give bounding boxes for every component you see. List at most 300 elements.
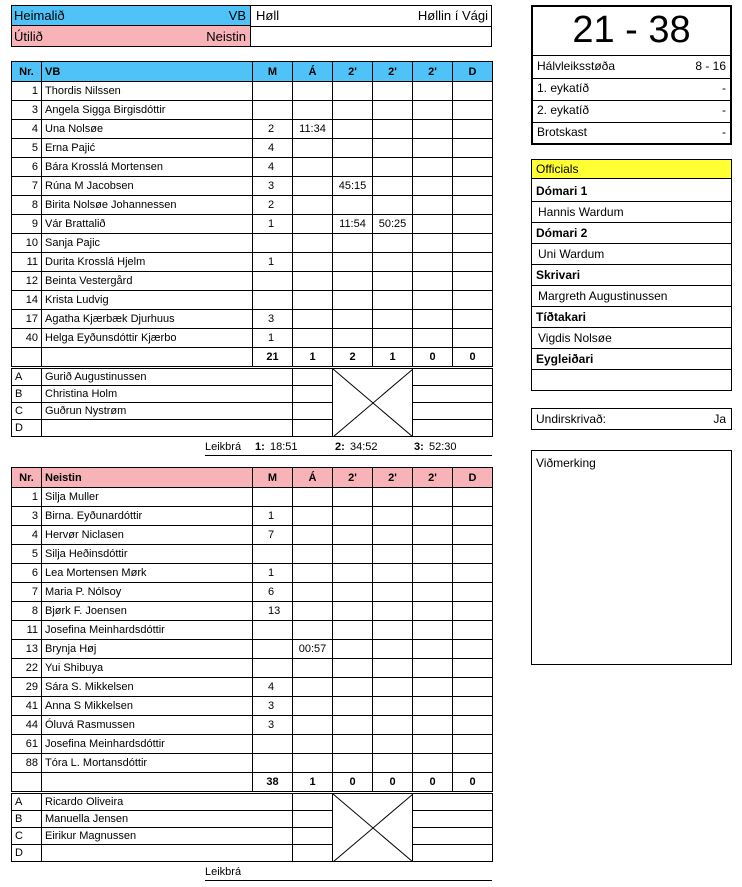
table-row <box>12 564 493 583</box>
player-s3 <box>413 196 453 215</box>
team-official-letter: B <box>12 811 42 828</box>
official-name: Margreth Augustinussen <box>538 289 668 303</box>
player-m: 1 <box>253 507 293 526</box>
player-s3 <box>413 564 453 583</box>
team-official-name: Manuella Jensen <box>42 811 293 828</box>
venue-label: Høll <box>256 8 280 23</box>
player-s2 <box>373 82 413 101</box>
timeout-t2-label: 2: <box>335 441 345 453</box>
remarks-box <box>531 450 732 665</box>
player-a <box>293 196 333 215</box>
player-a <box>293 82 333 101</box>
player-number: 1 <box>12 488 42 507</box>
player-a <box>293 735 333 754</box>
player-d <box>453 139 493 158</box>
player-name: Josefina Meinhardsdóttir <box>42 735 253 754</box>
player-s1 <box>333 621 373 640</box>
player-number: 41 <box>12 697 42 716</box>
player-number: 11 <box>12 253 42 272</box>
score-divider <box>533 55 730 56</box>
player-s3 <box>413 120 453 139</box>
player-m: 1 <box>253 253 293 272</box>
home-team: VB <box>228 8 246 23</box>
official-name: Uni Wardum <box>538 247 605 261</box>
player-a: 00:57 <box>293 640 333 659</box>
player-s3 <box>413 678 453 697</box>
team-official-row <box>12 828 493 845</box>
team-official-row <box>12 794 493 811</box>
score-row-divider <box>533 122 730 123</box>
player-s2 <box>373 139 413 158</box>
player-s3 <box>413 545 453 564</box>
player-s3 <box>413 177 453 196</box>
player-name: Bjørk F. Joensen <box>42 602 253 621</box>
player-m <box>253 82 293 101</box>
team-official-name: Eirikur Magnussen <box>42 828 293 845</box>
player-number: 17 <box>12 310 42 329</box>
table-row <box>12 253 493 272</box>
player-number: 44 <box>12 716 42 735</box>
timeout-t2: 34:52 <box>350 441 378 453</box>
player-name: Beinta Vestergård <box>42 272 253 291</box>
official-divider <box>532 348 731 349</box>
score-row-value: - <box>722 125 726 139</box>
player-s3 <box>413 310 453 329</box>
venue-name: Høllin í Vági <box>417 8 488 23</box>
team-official-cell <box>293 403 333 420</box>
player-s3 <box>413 215 453 234</box>
total-m: 21 <box>253 348 293 367</box>
player-a: 11:34 <box>293 120 333 139</box>
table-row <box>12 545 493 564</box>
player-name: Sára S. Mikkelsen <box>42 678 253 697</box>
player-s2 <box>373 101 413 120</box>
table-row <box>12 120 493 139</box>
signature-value: Ja <box>713 412 726 426</box>
player-s3 <box>413 234 453 253</box>
player-a <box>293 291 333 310</box>
table-row <box>12 678 493 697</box>
player-m <box>253 488 293 507</box>
score-row-label: 1. eykatíð <box>537 81 590 95</box>
timeout-t1: 18:51 <box>270 441 298 453</box>
team-official-letter: C <box>12 828 42 845</box>
player-m: 3 <box>253 697 293 716</box>
player-d <box>453 196 493 215</box>
player-s3 <box>413 697 453 716</box>
player-s2 <box>373 234 413 253</box>
player-d <box>453 291 493 310</box>
score-row-divider <box>533 78 730 79</box>
player-m: 13 <box>253 602 293 621</box>
player-s1 <box>333 158 373 177</box>
col-header-4: 2' <box>373 62 413 82</box>
player-number: 7 <box>12 177 42 196</box>
team-official-cell <box>293 811 333 828</box>
player-m <box>253 659 293 678</box>
player-number: 4 <box>12 526 42 545</box>
player-name: Silja Heðinsdóttir <box>42 545 253 564</box>
score-row-divider <box>533 100 730 101</box>
player-name: Helga Eyðunsdóttir Kjærbo <box>42 329 253 348</box>
table-row <box>12 101 493 120</box>
team-official-cell <box>413 845 493 862</box>
player-s2 <box>373 659 413 678</box>
player-a <box>293 101 333 120</box>
crossed-box <box>333 369 413 437</box>
remarks-label: Viðmerking <box>536 456 596 470</box>
player-s1 <box>333 659 373 678</box>
team-official-name: Gurið Augustinussen <box>42 369 293 386</box>
player-number: 7 <box>12 583 42 602</box>
venue-divider <box>251 26 492 27</box>
player-s2 <box>373 120 413 139</box>
player-a <box>293 177 333 196</box>
official-role: Dómari 1 <box>536 184 588 198</box>
player-d <box>453 215 493 234</box>
player-d <box>453 545 493 564</box>
player-number: 40 <box>12 329 42 348</box>
team-official-name: Ricardo Oliveira <box>42 794 293 811</box>
team2-player-table <box>11 467 493 792</box>
player-s3 <box>413 583 453 602</box>
player-s2 <box>373 545 413 564</box>
player-d <box>453 735 493 754</box>
player-number: 88 <box>12 754 42 773</box>
player-m: 3 <box>253 177 293 196</box>
player-s3 <box>413 272 453 291</box>
score-row-value: 8 - 16 <box>695 59 726 73</box>
total-s2: 0 <box>373 773 413 792</box>
player-a <box>293 253 333 272</box>
player-s1 <box>333 329 373 348</box>
player-m <box>253 640 293 659</box>
player-s1 <box>333 310 373 329</box>
col-team-name: Neistin <box>42 468 253 488</box>
team-official-cell <box>413 403 493 420</box>
col-header-5: 2' <box>413 468 453 488</box>
player-number: 29 <box>12 678 42 697</box>
player-d <box>453 488 493 507</box>
player-d <box>453 678 493 697</box>
player-a <box>293 526 333 545</box>
player-s2 <box>373 640 413 659</box>
col-header-5: 2' <box>413 62 453 82</box>
player-a <box>293 754 333 773</box>
player-s1 <box>333 545 373 564</box>
player-a <box>293 310 333 329</box>
player-s1 <box>333 234 373 253</box>
player-d <box>453 177 493 196</box>
player-number: 61 <box>12 735 42 754</box>
player-a <box>293 602 333 621</box>
team-official-name: Guðrun Nystrøm <box>42 403 293 420</box>
player-s3 <box>413 659 453 678</box>
player-a <box>293 139 333 158</box>
player-m <box>253 754 293 773</box>
player-a <box>293 329 333 348</box>
player-a <box>293 488 333 507</box>
player-m: 1 <box>253 564 293 583</box>
team-official-letter: C <box>12 403 42 420</box>
player-name: Tóra L. Mortansdóttir <box>42 754 253 773</box>
player-name: Maria P. Nólsoy <box>42 583 253 602</box>
player-d <box>453 329 493 348</box>
player-s1 <box>333 139 373 158</box>
crossed-box <box>333 794 413 862</box>
official-divider <box>532 264 731 265</box>
player-number: 5 <box>12 139 42 158</box>
player-name: Lea Mortensen Mørk <box>42 564 253 583</box>
team-official-cell <box>293 420 333 437</box>
player-s2 <box>373 310 413 329</box>
official-role: Tíðtakari <box>536 310 587 324</box>
team-official-row <box>12 845 493 862</box>
player-s2 <box>373 735 413 754</box>
totals-row <box>12 773 493 792</box>
player-s1 <box>333 120 373 139</box>
team2-officials-table <box>11 793 493 862</box>
col-header-1: M <box>253 62 293 82</box>
table-row <box>12 507 493 526</box>
player-number: 11 <box>12 621 42 640</box>
player-s1 <box>333 101 373 120</box>
player-s2 <box>373 253 413 272</box>
player-m <box>253 735 293 754</box>
player-s1 <box>333 564 373 583</box>
team-official-row <box>12 811 493 828</box>
official-divider <box>532 306 731 307</box>
player-m: 1 <box>253 329 293 348</box>
player-a <box>293 272 333 291</box>
player-s1: 11:54 <box>333 215 373 234</box>
official-divider <box>532 201 731 202</box>
player-d <box>453 526 493 545</box>
team-official-cell <box>293 828 333 845</box>
player-a <box>293 545 333 564</box>
table-row <box>12 196 493 215</box>
player-s3 <box>413 329 453 348</box>
player-number: 8 <box>12 602 42 621</box>
player-d <box>453 234 493 253</box>
score-row-label: Brotskast <box>537 125 588 139</box>
timeouts-label: Leikbrá <box>205 441 242 453</box>
player-s1 <box>333 640 373 659</box>
player-s2 <box>373 526 413 545</box>
player-name: Birna. Eyðunardóttir <box>42 507 253 526</box>
player-a <box>293 564 333 583</box>
player-s1 <box>333 735 373 754</box>
table-row <box>12 488 493 507</box>
player-s1 <box>333 272 373 291</box>
player-s2 <box>373 602 413 621</box>
player-s1 <box>333 583 373 602</box>
table-row <box>12 735 493 754</box>
score-row-label: Hálvleiksstøða <box>537 59 616 73</box>
table-row <box>12 697 493 716</box>
player-a <box>293 234 333 253</box>
player-number: 12 <box>12 272 42 291</box>
player-s3 <box>413 82 453 101</box>
away-team: Neistin <box>206 29 246 44</box>
col-header-2: Á <box>293 62 333 82</box>
team-official-cell <box>413 369 493 386</box>
team-official-letter: B <box>12 386 42 403</box>
player-s3 <box>413 507 453 526</box>
player-number: 3 <box>12 101 42 120</box>
player-m <box>253 291 293 310</box>
player-name: Anna S Mikkelsen <box>42 697 253 716</box>
official-divider <box>532 285 731 286</box>
player-d <box>453 697 493 716</box>
player-s1 <box>333 716 373 735</box>
official-divider <box>532 327 731 328</box>
table-row <box>12 158 493 177</box>
table-row <box>12 272 493 291</box>
player-s3 <box>413 291 453 310</box>
table-row <box>12 640 493 659</box>
total-a: 1 <box>293 348 333 367</box>
col-nr: Nr. <box>12 62 42 82</box>
player-d <box>453 583 493 602</box>
player-m: 4 <box>253 678 293 697</box>
team-official-name <box>42 845 293 862</box>
player-d <box>453 754 493 773</box>
player-number: 10 <box>12 234 42 253</box>
player-m: 4 <box>253 158 293 177</box>
official-divider <box>532 369 731 370</box>
cross-mark-icon <box>333 369 413 437</box>
table-row <box>12 716 493 735</box>
table-header-row <box>12 468 493 488</box>
player-number: 6 <box>12 564 42 583</box>
table-row <box>12 82 493 101</box>
player-m <box>253 234 293 253</box>
player-s1 <box>333 507 373 526</box>
player-number: 3 <box>12 507 42 526</box>
table-row <box>12 659 493 678</box>
player-d <box>453 640 493 659</box>
player-a <box>293 678 333 697</box>
table-row <box>12 139 493 158</box>
team-official-name: Christina Holm <box>42 386 293 403</box>
total-s3: 0 <box>413 348 453 367</box>
table-row <box>12 754 493 773</box>
team-official-cell <box>413 828 493 845</box>
player-s2 <box>373 716 413 735</box>
player-d <box>453 82 493 101</box>
player-m <box>253 621 293 640</box>
table-row <box>12 329 493 348</box>
player-s2 <box>373 697 413 716</box>
player-s2 <box>373 754 413 773</box>
player-s2 <box>373 621 413 640</box>
player-number: 9 <box>12 215 42 234</box>
player-s3 <box>413 526 453 545</box>
player-d <box>453 120 493 139</box>
col-header-3: 2' <box>333 468 373 488</box>
total-d: 0 <box>453 348 493 367</box>
team-official-letter: A <box>12 794 42 811</box>
player-name: Brynja Høj <box>42 640 253 659</box>
player-s1 <box>333 82 373 101</box>
team-official-cell <box>293 369 333 386</box>
col-header-2: Á <box>293 468 333 488</box>
player-number: 8 <box>12 196 42 215</box>
player-number: 4 <box>12 120 42 139</box>
officials-title: Officials <box>536 162 579 176</box>
team-official-cell <box>293 386 333 403</box>
player-a <box>293 507 333 526</box>
player-s3 <box>413 139 453 158</box>
player-name: Vár Brattalið <box>42 215 253 234</box>
official-name: Hannis Wardum <box>538 205 624 219</box>
total-a: 1 <box>293 773 333 792</box>
player-a <box>293 215 333 234</box>
total-s1: 0 <box>333 773 373 792</box>
team-official-letter: A <box>12 369 42 386</box>
player-m <box>253 545 293 564</box>
player-m: 2 <box>253 196 293 215</box>
timeouts-label: Leikbrá <box>205 866 242 878</box>
player-s1: 45:15 <box>333 177 373 196</box>
team-official-cell <box>413 794 493 811</box>
team-official-row <box>12 420 493 437</box>
player-m: 1 <box>253 215 293 234</box>
col-header-6: D <box>453 62 493 82</box>
player-number: 5 <box>12 545 42 564</box>
player-s2 <box>373 488 413 507</box>
totals-row <box>12 348 493 367</box>
player-s2 <box>373 329 413 348</box>
player-d <box>453 101 493 120</box>
player-name: Yui Shibuya <box>42 659 253 678</box>
player-m: 3 <box>253 310 293 329</box>
timeout-t1-label: 1: <box>255 441 265 453</box>
player-s2 <box>373 564 413 583</box>
player-s2 <box>373 196 413 215</box>
totals-blank <box>12 348 42 367</box>
table-row <box>12 291 493 310</box>
player-name: Sanja Pajic <box>42 234 253 253</box>
player-a <box>293 697 333 716</box>
player-s1 <box>333 291 373 310</box>
team-official-cell <box>293 845 333 862</box>
player-number: 14 <box>12 291 42 310</box>
player-d <box>453 716 493 735</box>
player-number: 1 <box>12 82 42 101</box>
player-name: Óluvá Rasmussen <box>42 716 253 735</box>
table-row <box>12 177 493 196</box>
player-s1 <box>333 253 373 272</box>
table-header-row <box>12 62 493 82</box>
official-role: Eygleiðari <box>536 352 594 366</box>
official-name: Vigdis Nolsøe <box>538 331 612 345</box>
team-official-cell <box>413 386 493 403</box>
col-header-3: 2' <box>333 62 373 82</box>
team-official-letter: D <box>12 420 42 437</box>
player-s3 <box>413 488 453 507</box>
col-team-name: VB <box>42 62 253 82</box>
score-row-label: 2. eykatíð <box>537 103 590 117</box>
player-d <box>453 310 493 329</box>
player-d <box>453 621 493 640</box>
player-m <box>253 272 293 291</box>
player-number: 13 <box>12 640 42 659</box>
official-role: Dómari 2 <box>536 226 588 240</box>
player-d <box>453 602 493 621</box>
player-s1 <box>333 196 373 215</box>
